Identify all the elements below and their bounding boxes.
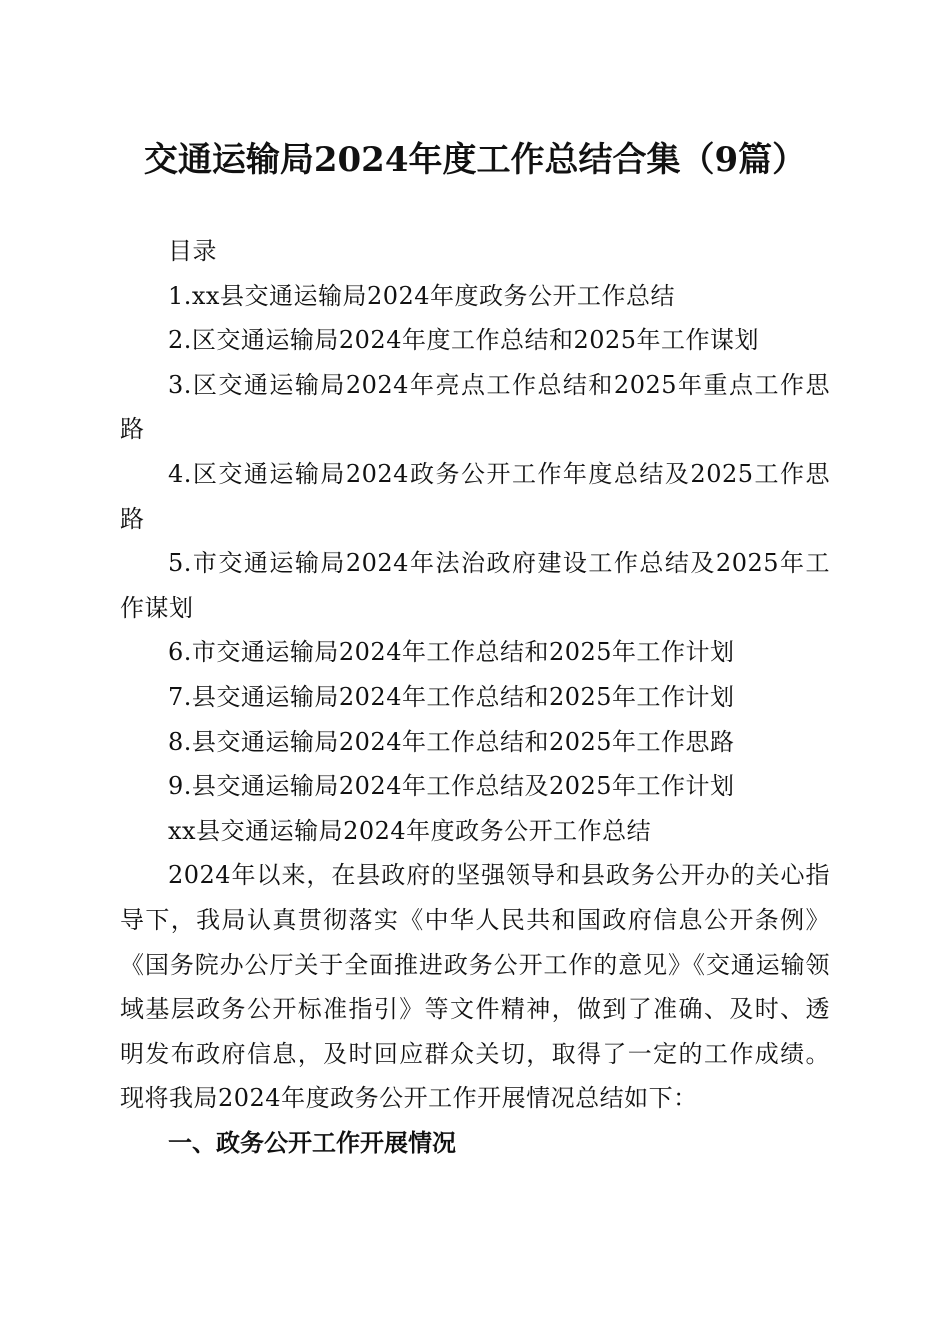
document-body xyxy=(120,229,830,1165)
document-title: 交通运输局2024年度工作总结合集（9篇） xyxy=(143,140,807,180)
toc-item: 3.区交通运输局2024年亮点工作总结和2025年重点工作思路 xyxy=(120,370,830,444)
section-heading: 一、政务公开工作开展情况 xyxy=(168,1128,456,1157)
toc-item: 9.县交通运输局2024年工作总结及2025年工作计划 xyxy=(168,772,735,801)
intro-paragraph: 2024年以来，在县政府的坚强领导和县政务公开办的关心指导下，我局认真贯彻落实《中华人民共和国政府信息公开条例》《国务院办公厅关于全面推进政务公开工作的意见》《交通运输领域基层政务公开标准指引》等文件精神，做到了准确、及时、透明发布政府信息，及时回应群众关切，取得了一定的工作成绩。现将我局2024年度政务公开工作开展情况总结如下： xyxy=(120,861,830,1113)
toc-item: 6.市交通运输局2024年工作总结和2025年工作计划 xyxy=(168,638,735,667)
toc-item: 2.区交通运输局2024年度工作总结和2025年工作谋划 xyxy=(168,326,760,355)
toc-item: 1.xx县交通运输局2024年度政务公开工作总结 xyxy=(168,281,676,310)
toc-item: 5.市交通运输局2024年法治政府建设工作总结及2025年工作谋划 xyxy=(120,549,830,622)
toc-item: 8.县交通运输局2024年工作总结和2025年工作思路 xyxy=(168,727,735,756)
toc-item: 4.区交通运输局2024政务公开工作年度总结及2025工作思路 xyxy=(120,459,830,533)
section-title: xx县交通运输局2024年度政务公开工作总结 xyxy=(168,816,652,845)
toc-item: 7.县交通运输局2024年工作总结和2025年工作计划 xyxy=(168,682,735,711)
toc-label: 目录 xyxy=(168,237,217,265)
